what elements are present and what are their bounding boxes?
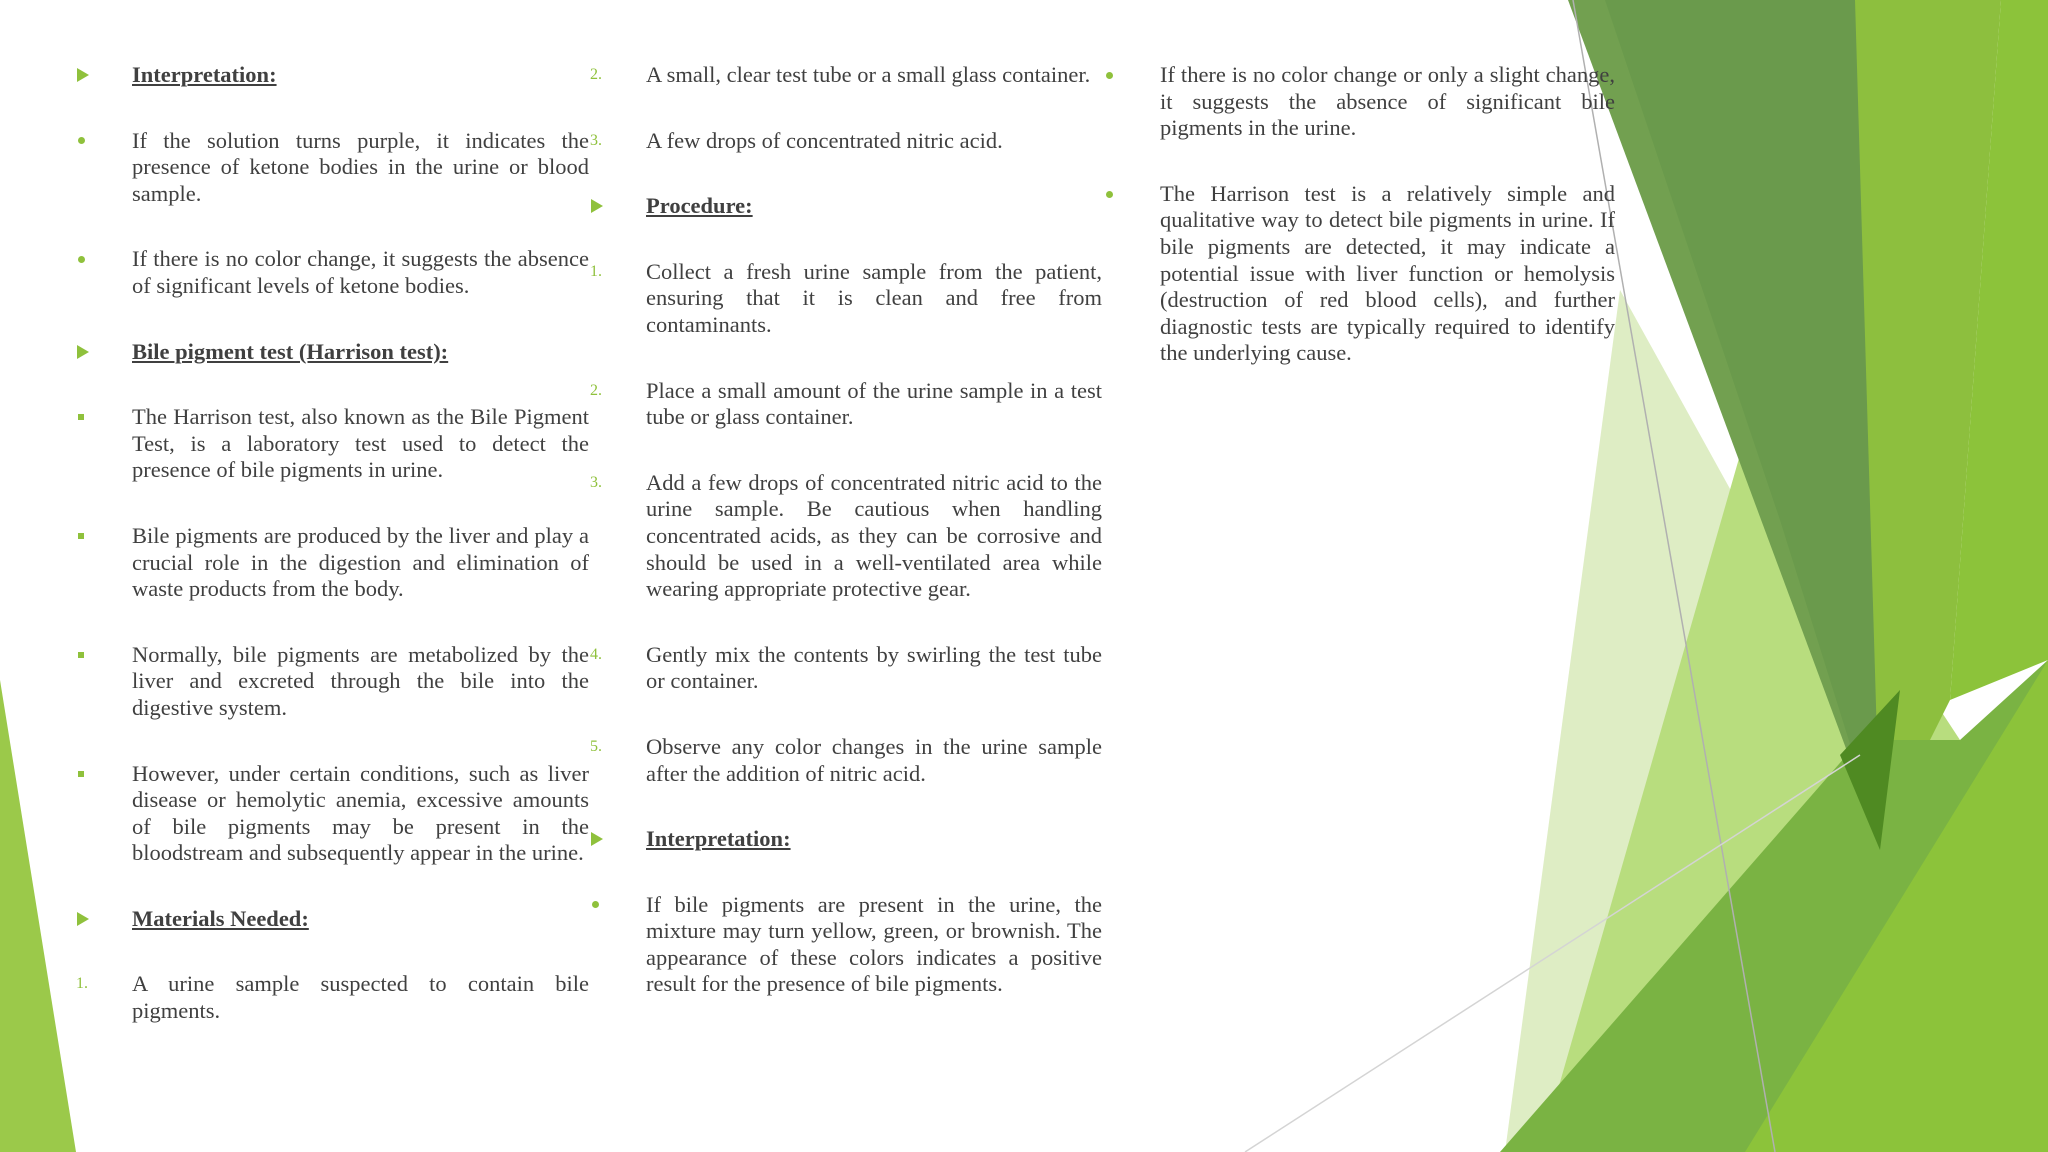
square-bullet-icon	[76, 642, 106, 669]
heading-text: Procedure:	[646, 193, 753, 219]
list-item	[590, 734, 1102, 787]
list-item	[590, 892, 1102, 998]
list-item	[590, 259, 1102, 339]
item-text: Bile pigments are produced by the liver and play a crucial role in the digestion and elimination of waste products from the body.	[132, 522, 589, 602]
dot-bullet-icon	[76, 246, 106, 273]
item-text: Gently mix the contents by swirling the test tube or container.	[646, 641, 1102, 694]
list-item	[76, 246, 589, 299]
column-right	[1104, 62, 1615, 406]
dot-bullet-icon	[1104, 62, 1134, 89]
section-heading	[590, 826, 1102, 853]
item-text: A urine sample suspected to contain bile pigments.	[132, 971, 589, 1024]
list-number: 1.	[590, 262, 602, 280]
square-bullet-icon	[76, 523, 106, 550]
item-text: Place a small amount of the urine sample in a test tube or glass container.	[646, 377, 1102, 430]
list-item	[590, 378, 1102, 431]
heading-text: Materials Needed:	[132, 905, 309, 931]
list-item	[1104, 181, 1615, 367]
triangle-bullet-icon	[76, 62, 106, 89]
list-number: 1.	[76, 975, 88, 993]
list-item	[76, 642, 589, 722]
list-item	[590, 62, 1102, 89]
section-heading	[76, 339, 589, 366]
column-left	[76, 62, 589, 1064]
item-text: If there is no color change or only a slight change, it suggests the absence of significant bile pigments in the urine.	[1160, 62, 1615, 141]
triangle-bullet-icon	[590, 826, 620, 853]
list-item	[76, 971, 589, 1024]
item-text: Add a few drops of concentrated nitric acid to the urine sample. Be cautious when handling concentrated acids, as they can be corrosive and should be used in a well-ventilated area while wearing appropriate protective gear.	[646, 469, 1102, 602]
triangle-bullet-icon	[590, 193, 620, 220]
dot-bullet-icon	[1104, 181, 1134, 208]
dot-bullet-icon	[76, 128, 106, 155]
list-item	[76, 404, 589, 484]
list-item	[76, 523, 589, 603]
list-item	[1104, 62, 1615, 142]
heading-text: Interpretation:	[132, 62, 277, 87]
item-text: Collect a fresh urine sample from the patient, ensuring that it is clean and free from contaminants.	[646, 258, 1102, 337]
dot-bullet-icon	[590, 892, 620, 919]
heading-text: Interpretation:	[646, 826, 791, 852]
list-item	[590, 470, 1102, 603]
item-text: A few drops of concentrated nitric acid.	[646, 127, 1003, 153]
item-text: If bile pigments are present in the urine, the mixture may turn yellow, green, or brownish. The appearance of these colors indicates a positive result for the presence of bile pigments.	[646, 891, 1102, 997]
list-number: 3.	[590, 473, 602, 491]
item-text: If there is no color change, it suggests the absence of significant levels of ketone bodies.	[132, 246, 589, 298]
item-text: However, under certain conditions, such as liver disease or hemolytic anemia, excessive amounts of bile pigments may be present in the bloodstream and subsequently appear in the urine.	[132, 760, 589, 866]
triangle-bullet-icon	[76, 906, 106, 933]
list-item	[76, 128, 589, 208]
section-heading	[76, 906, 589, 933]
list-item	[590, 128, 1102, 155]
square-bullet-icon	[76, 404, 106, 431]
left-green-sliver	[0, 680, 76, 1152]
item-text: The Harrison test is a relatively simple and qualitative way to detect bile pigments in urine. If bile pigments are detected, it may indicate a potential issue with liver function or hemolysis (destruction of red blood cells), and further diagnostic tests are typically required to identify the underlying cause.	[1160, 180, 1615, 366]
list-number: 4.	[590, 645, 602, 663]
list-number: 2.	[590, 66, 602, 83]
list-item	[76, 761, 589, 867]
list-number: 2.	[590, 381, 602, 399]
item-text: If the solution turns purple, it indicates the presence of ketone bodies in the urine or blood sample.	[132, 127, 589, 206]
triangle-bullet-icon	[76, 339, 106, 366]
item-text: Normally, bile pigments are metabolized by the liver and excreted through the bile into the digestive system.	[132, 641, 589, 720]
heading-text: Bile pigment test (Harrison test):	[132, 338, 449, 364]
column-middle	[590, 62, 1102, 1037]
section-heading	[76, 62, 589, 89]
list-item	[590, 642, 1102, 695]
item-text: A small, clear test tube or a small glass container.	[646, 62, 1091, 87]
item-text: Observe any color changes in the urine sample after the addition of nitric acid.	[646, 733, 1102, 786]
section-heading	[590, 193, 1102, 220]
square-bullet-icon	[76, 761, 106, 788]
list-number: 5.	[590, 737, 602, 755]
list-number: 3.	[590, 131, 602, 149]
item-text: The Harrison test, also known as the Bile Pigment Test, is a laboratory test used to detect the presence of bile pigments in urine.	[132, 404, 589, 483]
